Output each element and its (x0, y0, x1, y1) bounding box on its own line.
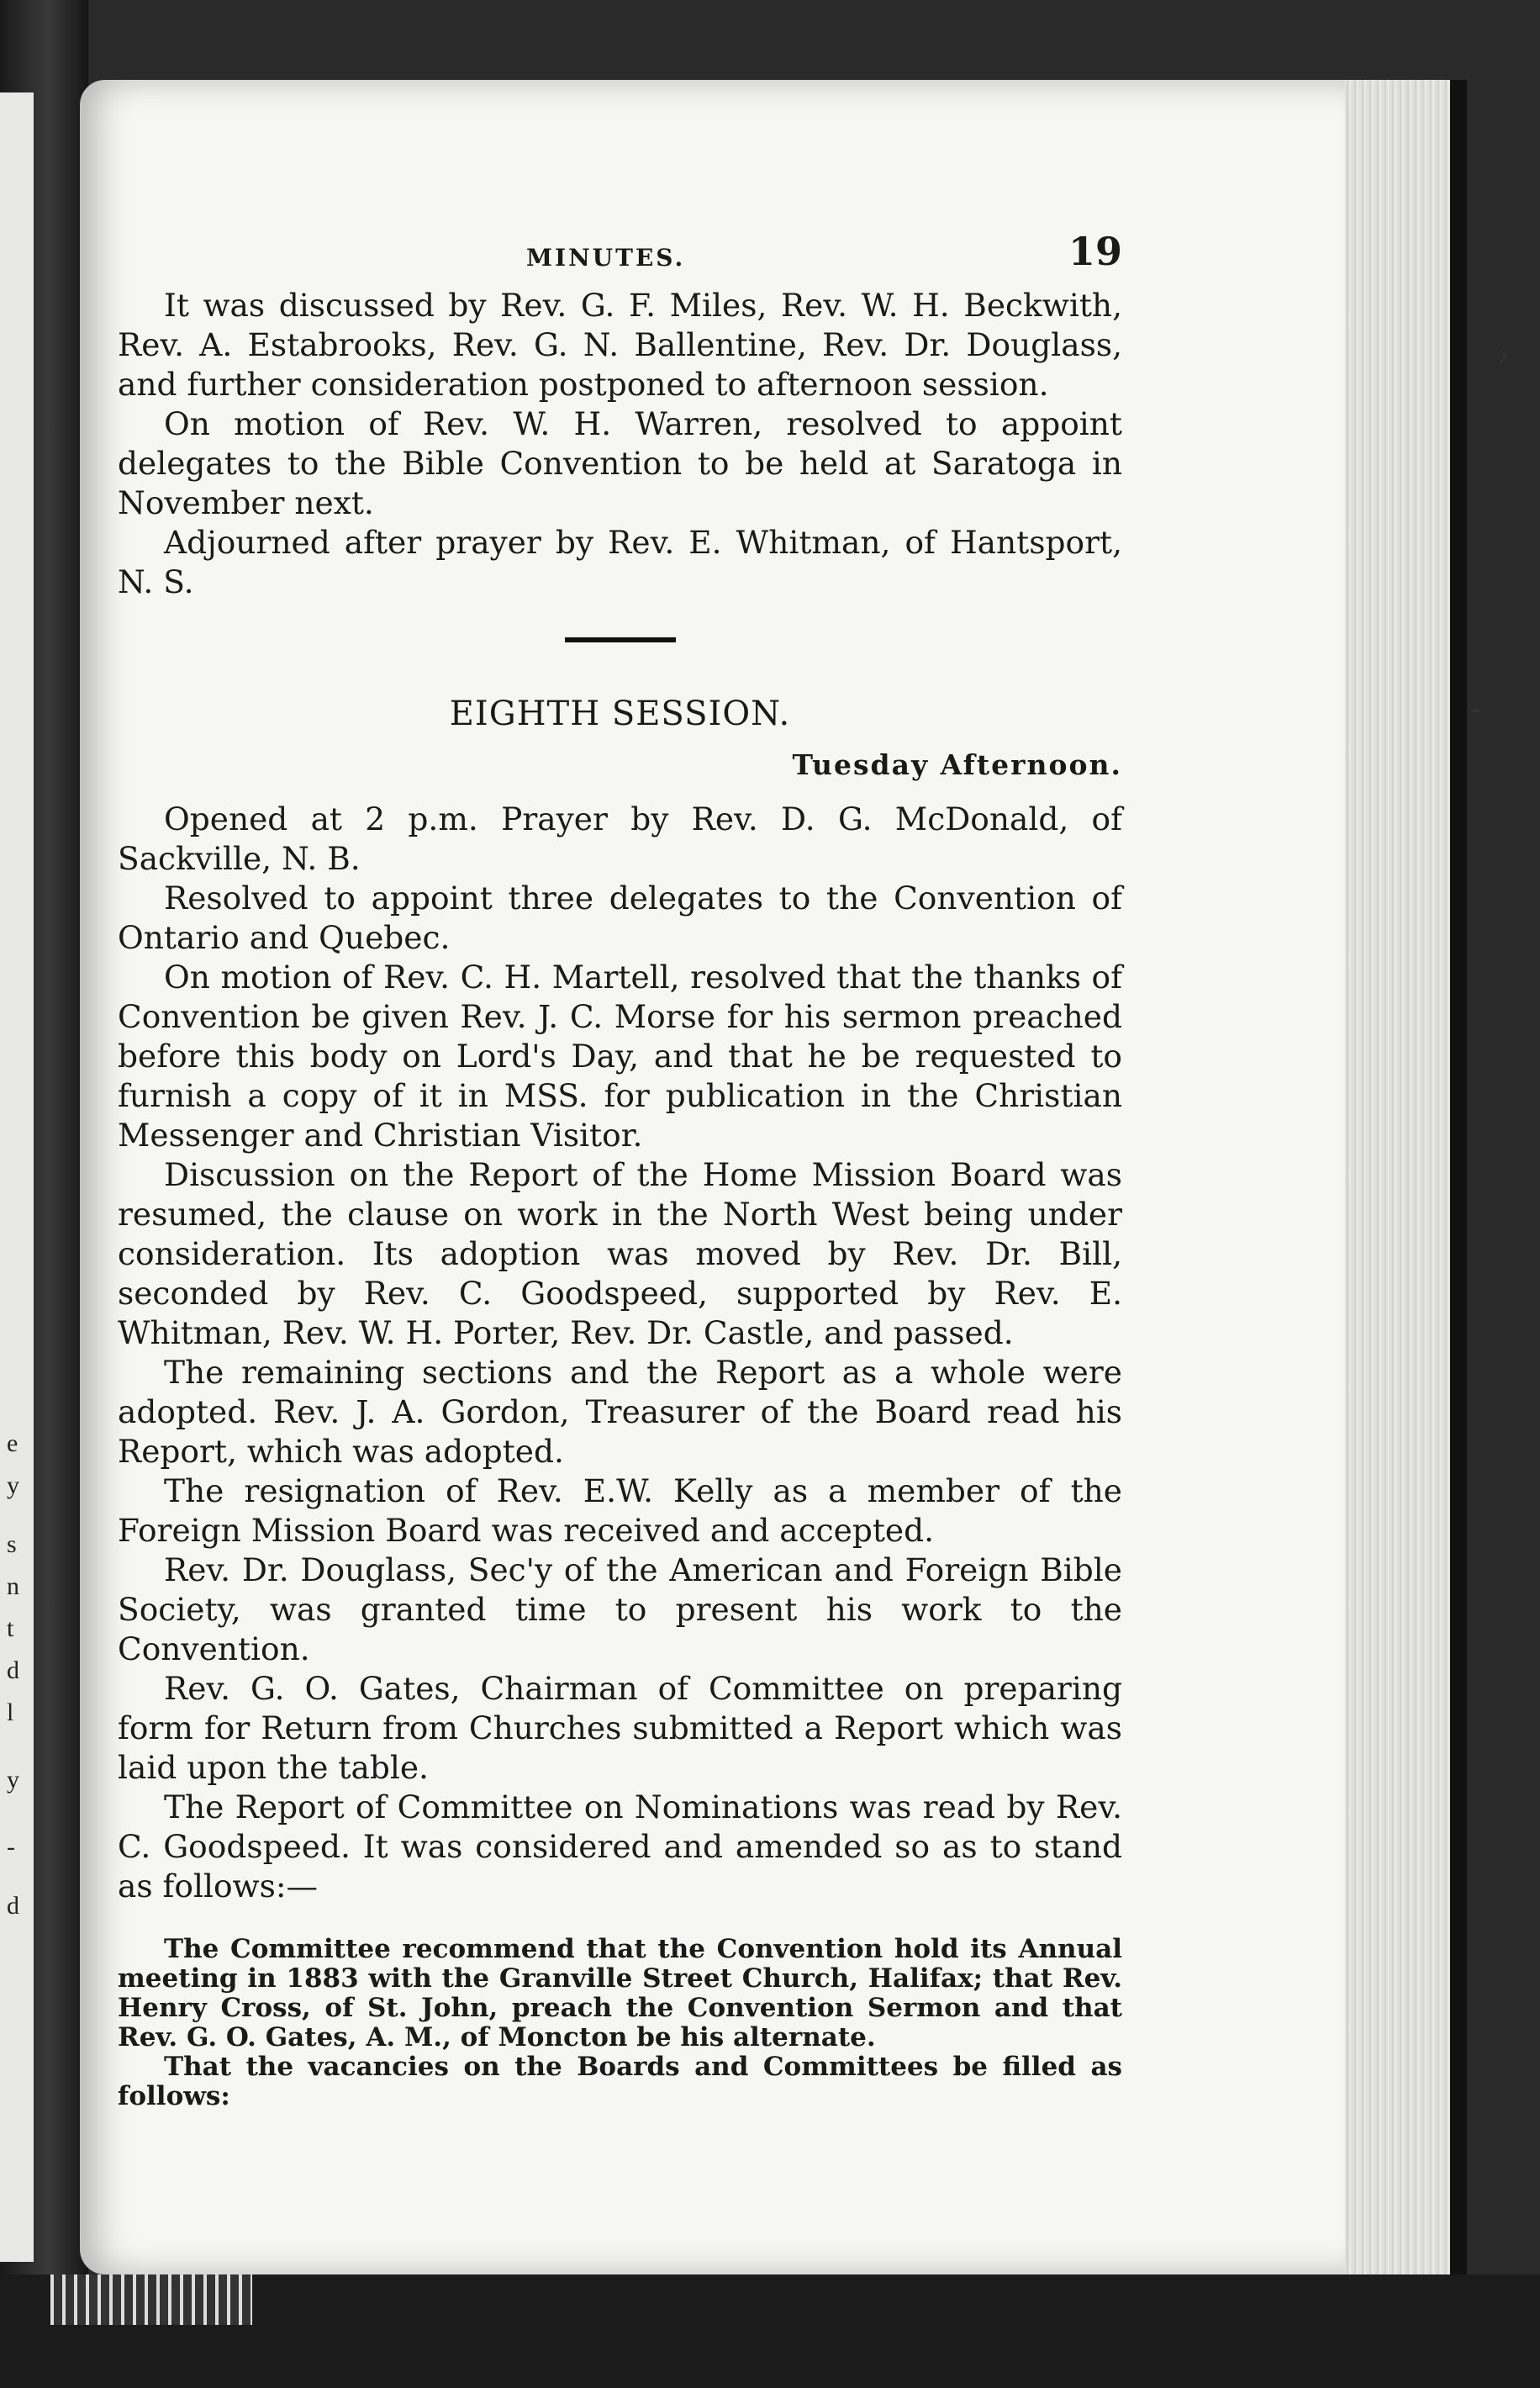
paragraph: The resignation of Rev. E.W. Kelly as a member of the Foreign Mission Board was received and accepted. (118, 1472, 1122, 1549)
page-number: 19 (1068, 229, 1122, 274)
margin-mark: - (1469, 689, 1481, 728)
facing-page-edge (0, 92, 34, 2262)
paragraph: Rev. G. O. Gates, Chairman of Committee on preparing form for Return from Churches submitted a Report which was laid upon the table. (118, 1670, 1122, 1786)
paragraph: Discussion on the Report of the Home Mission Board was resumed, the clause on work in the North West being under consideration. Its adoption was moved by Rev. Dr. Bill, seconded by Rev. C. Goodspeed, supported by Rev. E. Whitman, Rev. W. H. Porter, Rev. Dr. Castle, and passed. (118, 1156, 1122, 1351)
session-title: EIGHTH SESSION. (449, 695, 791, 733)
page-content (118, 210, 1122, 2111)
fragment: d (7, 1656, 19, 1684)
nominations-report (118, 1935, 1122, 2111)
paragraph: Adjourned after prayer by Rev. E. Whitman, of Hantsport, N. S. (118, 524, 1122, 600)
margin-mark: › (1496, 336, 1510, 375)
fragment: d (7, 1892, 19, 1920)
paragraph: The Report of Committee on Nominations was read by Rev. C. Goodspeed. It was considered and amended so as to stand as follows:— (118, 1788, 1122, 1905)
facing-page-fragments (0, 1429, 34, 1934)
page-stack-edges (1345, 80, 1467, 2300)
paragraph: Rev. Dr. Douglass, Sec'y of the American and Foreign Bible Society, was granted time to present his work to the Convention. (118, 1551, 1122, 1667)
paragraph: On motion of Rev. C. H. Martell, resolved that the thanks of Convention be given Rev. J. C. Morse for his sermon preached before this body on Lord's Day, and that he be requested to furnish a copy of it in MSS. for publication in the Christian Messenger and Christian Visitor. (118, 959, 1122, 1154)
paragraph: It was discussed by Rev. G. F. Miles, Rev. W. H. Beckwith, Rev. A. Estabrooks, Rev. G. N. Ballentine, Rev. Dr. Douglass, and further consideration postponed to afternoon session. (118, 287, 1122, 403)
paragraph: On motion of Rev. W. H. Warren, resolved to appoint delegates to the Bible Convention to be held at Saratoga in November next. (118, 405, 1122, 521)
fragment: - (7, 1833, 15, 1861)
paragraph: Opened at 2 p.m. Prayer by Rev. D. G. McDonald, of Sackville, N. B. (118, 800, 1122, 877)
report-paragraph: That the vacancies on the Boards and Committees be filled as follows: (118, 2052, 1122, 2111)
session-subtitle: Tuesday Afternoon. (792, 748, 1122, 781)
fragment: n (7, 1572, 19, 1600)
page-header (118, 210, 1122, 286)
fragment: y (7, 1766, 19, 1794)
running-head: MINUTES. (526, 244, 686, 272)
fragment: s (7, 1530, 17, 1558)
fragment: e (7, 1429, 18, 1457)
bottom-page-edges (50, 2274, 252, 2325)
section-divider (565, 637, 676, 642)
fragment: t (7, 1614, 14, 1642)
fragment: l (7, 1699, 14, 1726)
paragraph: The remaining sections and the Report as a whole were adopted. Rev. J. A. Gordon, Treasurer of the Board read his Report, which was adopted. (118, 1354, 1122, 1470)
report-paragraph: The Committee recommend that the Convention hold its Annual meeting in 1883 with the Granville Street Church, Halifax; that Rev. Henry Cross, of St. John, preach the Convention Sermon and that Rev. G. O. Gates, A. M., of Moncton be his alternate. (118, 1934, 1122, 2053)
fragment: y (7, 1471, 19, 1499)
paragraph: Resolved to appoint three delegates to the Convention of Ontario and Quebec. (118, 880, 1122, 956)
